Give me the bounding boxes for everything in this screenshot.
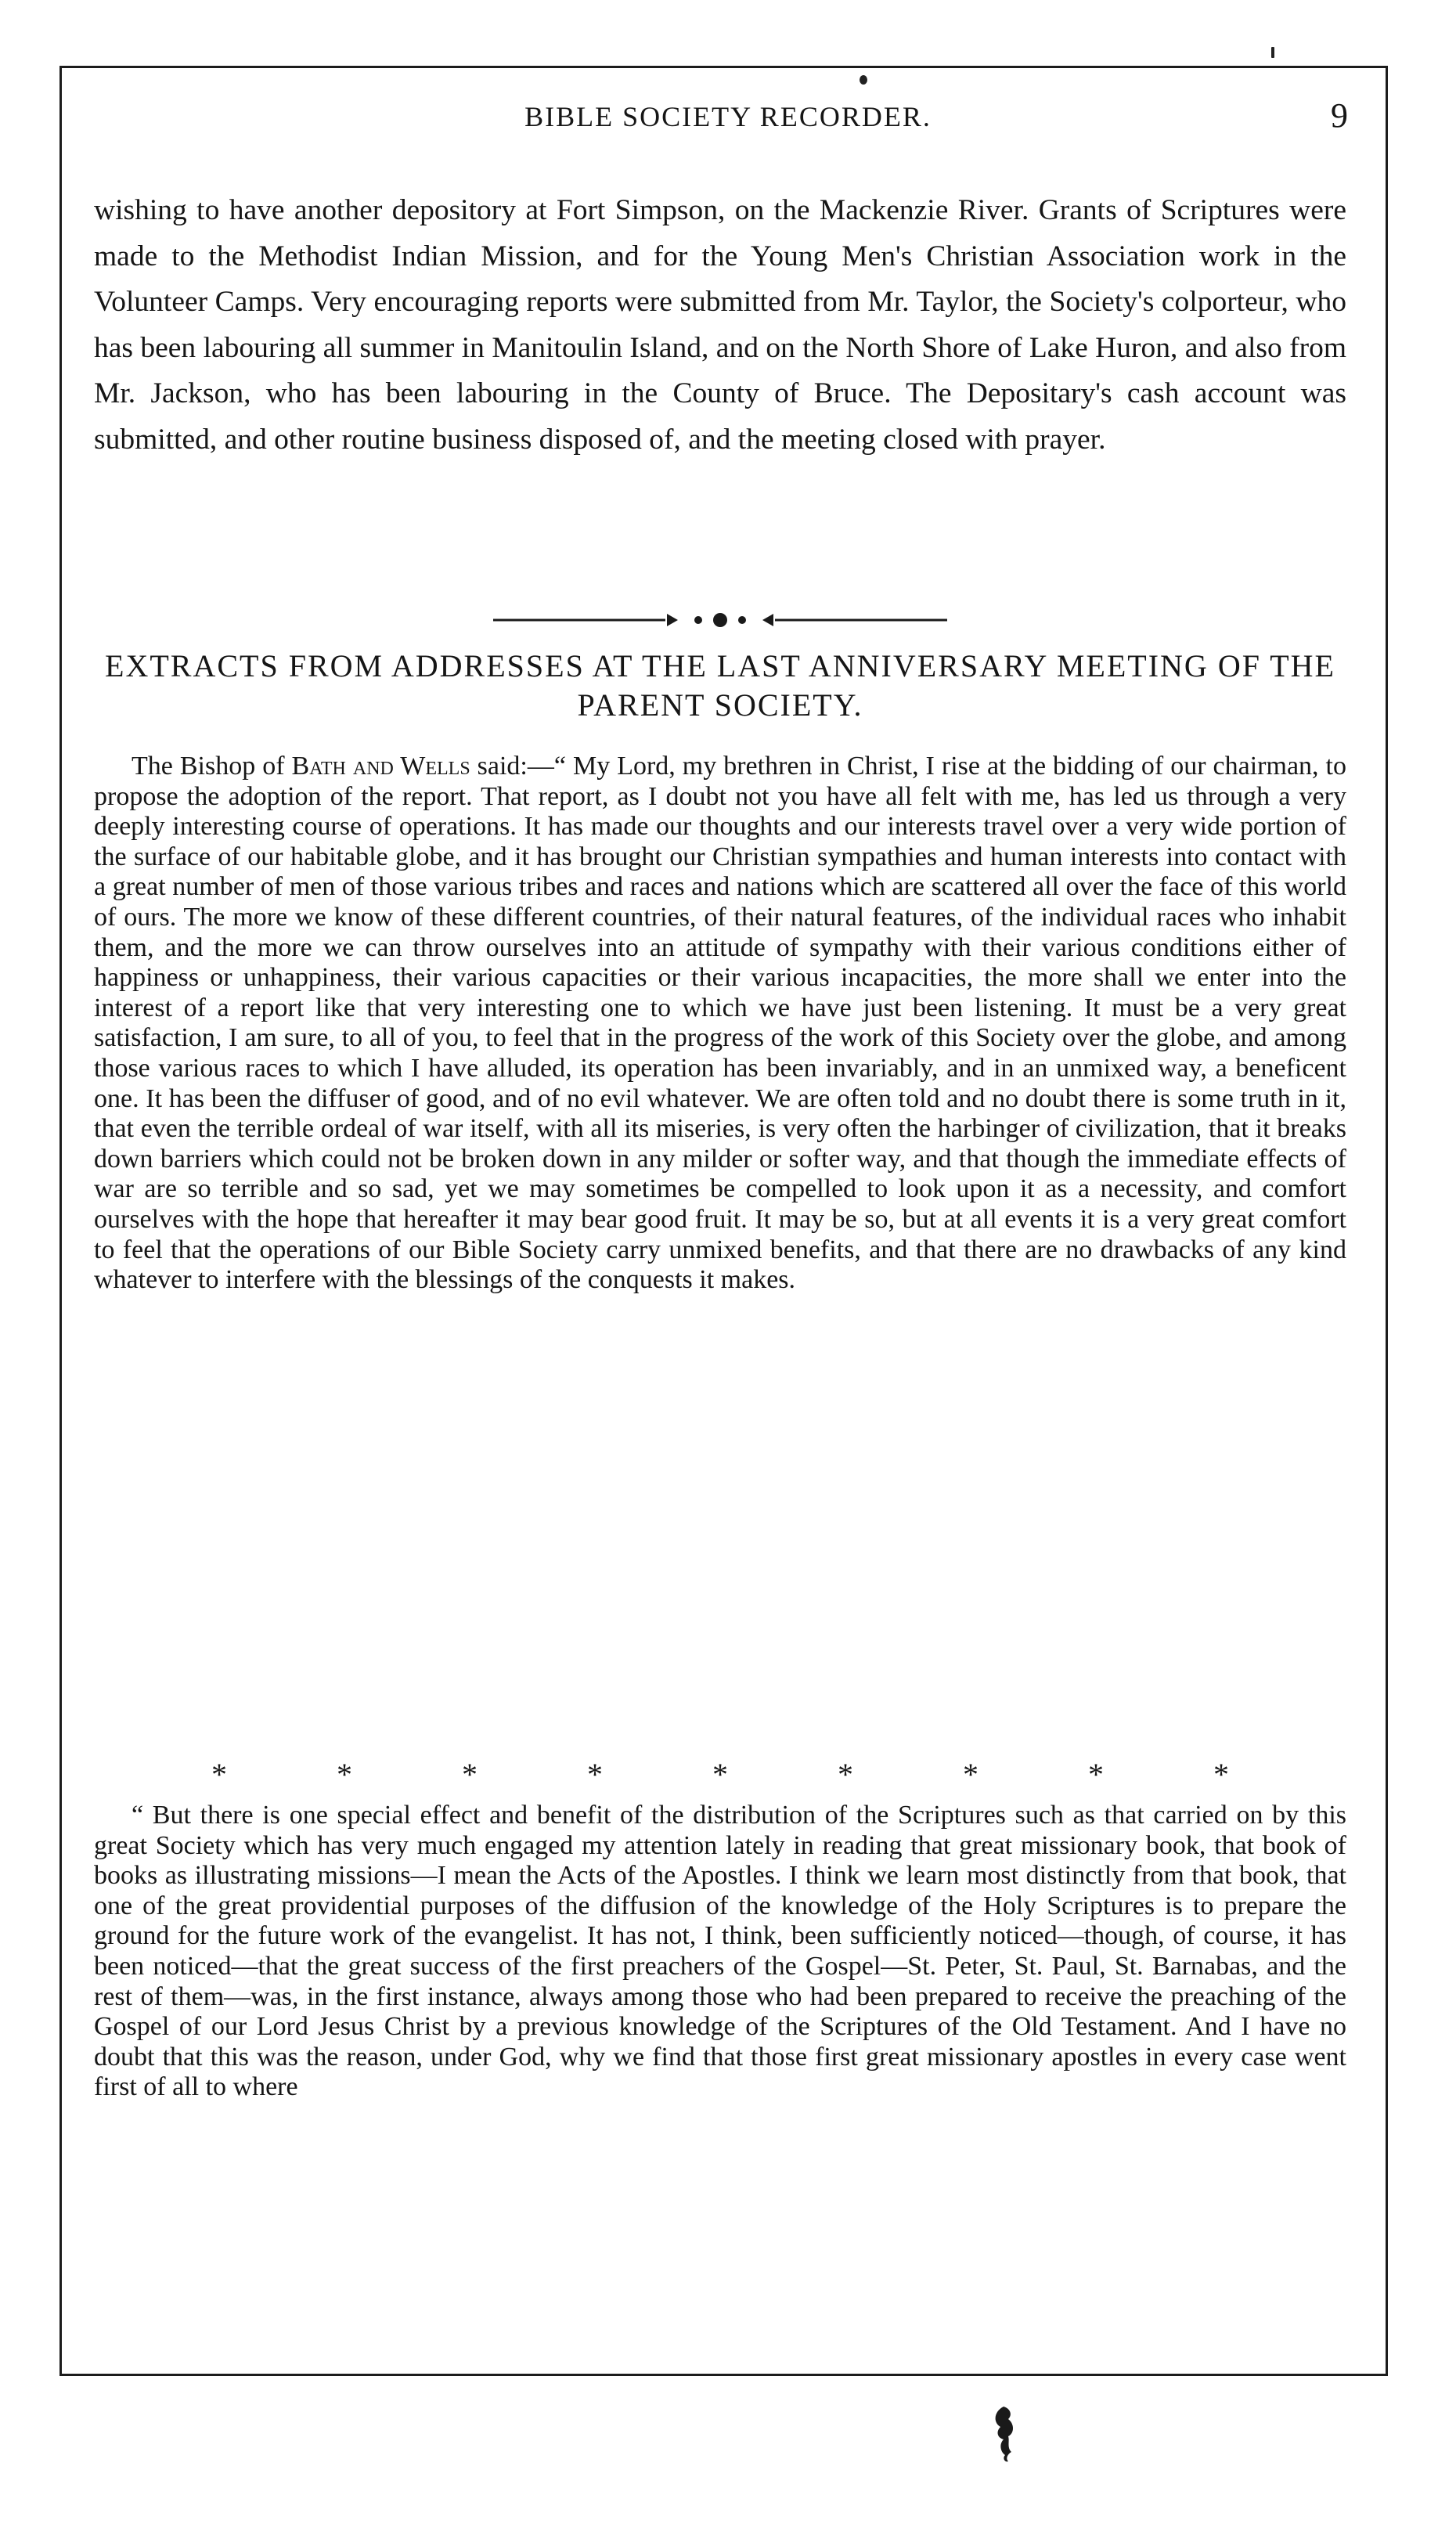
address-paragraph-1 bbox=[94, 752, 1346, 1296]
asterisk: * bbox=[1088, 1757, 1104, 1792]
asterisk: * bbox=[211, 1757, 227, 1792]
frame-rule-left bbox=[59, 66, 62, 2375]
frame-rule-bottom bbox=[59, 2374, 1388, 2376]
address-paragraph-2 bbox=[94, 1801, 1346, 2103]
running-header-title: BIBLE SOCIETY RECORDER. bbox=[524, 101, 932, 132]
asterisk: * bbox=[963, 1757, 978, 1792]
asterisk: * bbox=[1213, 1757, 1229, 1792]
page-number: 9 bbox=[1331, 96, 1348, 135]
frame-rule-right bbox=[1386, 66, 1388, 2375]
asterisk-separator bbox=[94, 1759, 1346, 1790]
section-heading: EXTRACTS FROM ADDRESSES AT THE LAST ANNIVERSARY MEETING OF THE PARENT SOCIETY. bbox=[105, 648, 1335, 723]
ornamental-divider bbox=[493, 611, 947, 629]
asterisk: * bbox=[712, 1757, 728, 1792]
frame-rule-top bbox=[59, 66, 1387, 68]
paragraph-lead: The Bishop of bbox=[132, 752, 292, 781]
address-paragraph-2-text: “ But there is one special effect and benefit of the distribution of the Scriptures such as that carried on by this great Society which has very much engaged my attention lately in reading that great missionary book, that book of books as illustrating missions—I mean the Acts of the Apostles. I think we learn most distinctly from that book, that one of the great providential purposes of the diffusion of the knowledge of the Holy Scriptures is to prepare the ground for the future work of the evangelist. It has not, I think, been sufficiently noticed—though, of course, it has been noticed—that the great success of the first preachers of the Gospel—St. Peter, St. Paul, St. Barnabas, and the rest of them—was, in the first instance, always among those who had been prepared to receive the preaching of the Gospel of our Lord Jesus Christ by a previous knowledge of the Scriptures of the Old Testament. And I have no doubt that this was the reason, under God, why we find that those first great missionary apostles in every case went first of all to where bbox=[94, 1801, 1346, 2102]
asterisk: * bbox=[838, 1757, 853, 1792]
intro-paragraph-block bbox=[94, 188, 1346, 463]
address-paragraph-1-text bbox=[94, 752, 1346, 1296]
asterisk: * bbox=[587, 1757, 603, 1792]
printer-ornament-icon bbox=[988, 2403, 1019, 2466]
ink-speck bbox=[1271, 47, 1274, 58]
asterisk: * bbox=[462, 1757, 478, 1792]
speaker-name: Bath and Wells bbox=[291, 752, 470, 781]
intro-paragraph: wishing to have another depository at Fort Simpson, on the Mackenzie River. Grants of Scriptures were made to the Methodist Indian Mission, and for the Young Men's Christian Association work in the Volunteer Camps. Very encouraging reports were submitted from Mr. Taylor, the Society's colporteur, who has been labouring all summer in Manitoulin Island, and on the North Shore of Lake Huron, and also from Mr. Jackson, who has been labouring in the County of Bruce. The Depositary's cash account was submitted, and other routine business disposed of, and the meeting closed with prayer. bbox=[94, 194, 1346, 456]
asterisk: * bbox=[337, 1757, 352, 1792]
ink-speck bbox=[860, 75, 867, 85]
paragraph-body: said:—“ My Lord, my brethren in Christ, I rise at the bidding of our chairman, to propose the adoption of the report. That report, as I doubt not you have all felt with me, has led us through a very deeply interesting course of operations. It has made our thoughts and our interests travel over a very wide portion of the surface of our habitable globe, and it has brought our Christian sympathies and human interests into contact with a great number of men of those various tribes and races and nations which are scattered all over the face of this world of ours. The more we know of these different countries, of their natural features, of the individual races who inhabit them, and the more we can throw ourselves into an attitude of sympathy with their various conditions either of happiness or unhappiness, their various capacities or their various incapacities, the more shall we enter into the interest of a report like that very interesting one to which we have just been listening. It must be a very great satisfaction, I am sure, to all of you, to feel that in the progress of the work of this Society over the globe, and among those various races to which I have alluded, its operation has been invariably, and in an unmixed way, a beneficent one. It has been the diffuser of good, and of no evil whatever. We are often told and no doubt there is some truth in it, that even the terrible ordeal of war itself, with all its miseries, is very often the harbinger of civilization, that it breaks down barriers which could not be broken down in any milder or softer way, and that though the immediate effects of war are so terrible and so sad, yet we may sometimes be compelled to look upon it as a necessity, and comfort ourselves with the hope that hereafter it may bear good fruit. It may be so, but at all events it is a very great comfort to feel that the operations of our Bible Society carry unmixed benefits, and that there are no drawbacks of any kind whatever to interfere with the blessings of the conquests it makes. bbox=[94, 752, 1346, 1295]
